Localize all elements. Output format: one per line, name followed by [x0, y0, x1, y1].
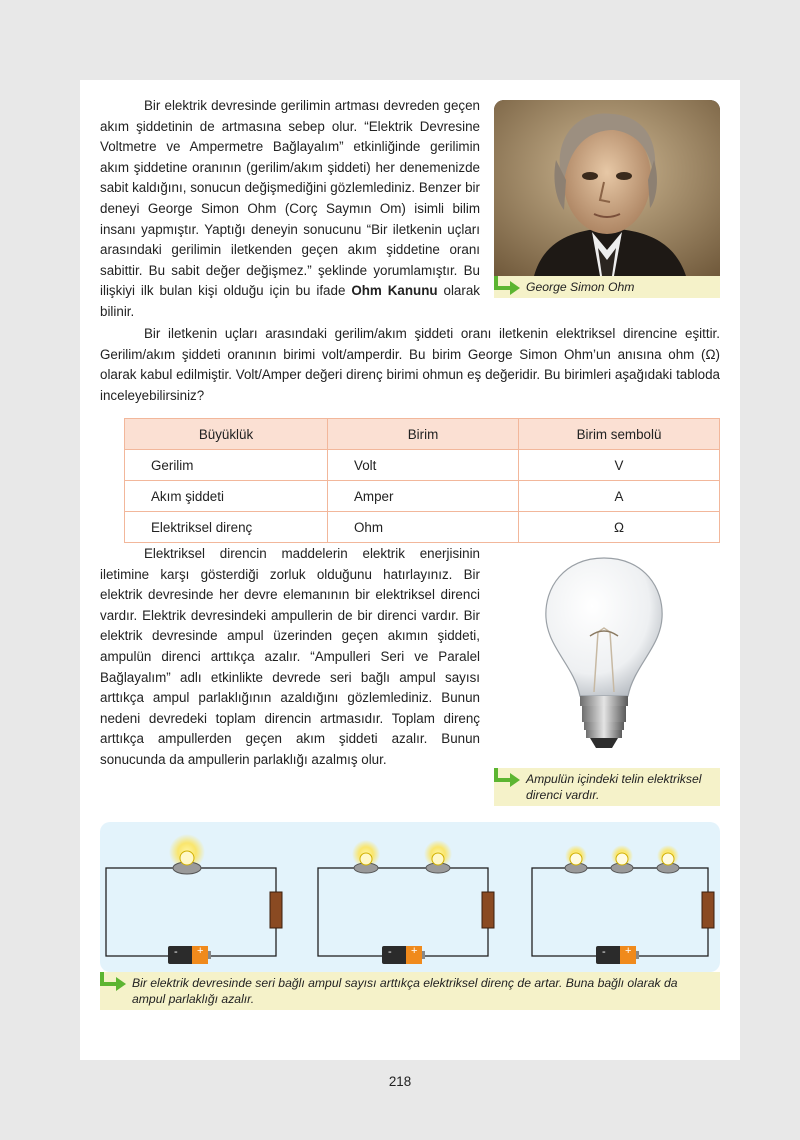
table-header-symbol: Birim sembolü [519, 419, 720, 450]
bulb-icon [432, 853, 444, 865]
portrait-caption-text: George Simon Ohm [526, 280, 635, 294]
battery-minus-label: - [388, 946, 392, 958]
battery-plus-label: + [411, 945, 418, 957]
table-cell: V [519, 450, 720, 481]
switch-icon [702, 892, 714, 928]
units-table [124, 418, 720, 543]
paragraph-ohm-unit: Bir iletkenin uçları arasındaki gerilim/akım şiddeti oranı iletkenin elektriksel direncine eşittir. Gerilim/akım şiddeti oranının birimi volt/amperdir. Bu birim George Simon Ohm’un anısına ohm (Ω) olarak kabul edilmiştir. Volt/Amper değeri direnç birimi ohmun eş değeridir. Bu birimleri aşağıdaki tabloda inceleyebilirsiniz? [100, 326, 720, 403]
ohm-law-term: Ohm Kanunu [351, 283, 438, 299]
bulb-icon [662, 853, 674, 865]
battery-plus-label: + [197, 945, 204, 957]
paragraph-ohm-intro-text: Bir elektrik devresinde gerilimin artması devreden geçen akım şiddetinin de artmasına sebep olur. “Elektrik Devresine Voltmetre ve Ampermetre Bağlayalım” etkinliğinde gerilimin akım şiddetine oranının (gerilim/akım şiddeti) her denemenizde sabit kaldığını, sonucun değişmediğini gözlemlediniz. Benzer bir deneyi George Simon Ohm (Corç Saymın Om) isimli bilim insanı yapmıştır. Yaptığı deneyin sonucunu “Bir iletkenin uçları arasındaki gerilimin iletkenden geçen akım şiddetine oranı sabittir. Bu sabit değer değişmez.” şeklinde yorumlamıştır. Bu ilişkiyi ilk bulan kişi olduğu için bu ifade [100, 98, 480, 299]
caption-arrow-icon [100, 972, 128, 994]
paragraph-ohm-intro-end: olarak bilinir. [100, 283, 480, 319]
table-cell: Ω [519, 512, 720, 543]
switch-icon [270, 892, 282, 928]
ohm-portrait [494, 100, 720, 276]
page [80, 80, 740, 1060]
table-row [125, 450, 720, 481]
table-cell: Elektriksel direnç [125, 512, 328, 543]
bulb-icon [180, 851, 194, 865]
table-row [125, 512, 720, 543]
paragraph-resistance: Elektriksel direncin maddelerin elektrik enerjisinin iletimine karşı gösterdiği zorluk olduğunu hatırlayınız. Bir elektrik devresinde her devre elemanının bir elektriksel direnci vardır. Elektrik devresindeki ampullerin de bir direnci vardır. Bir elektrik devresinde ampul üzerinden geçen akımın şiddeti, ampulün direnci arttıkça azalır. “Ampulleri Seri ve Paralel Bağlayalım” adlı etkinlikte devrede seri bağlı ampul sayısı arttıkça ampul parlaklığının azaldığını gözlemlediniz. Bunun nedeni devredeki toplam direncin artmasıdır. Toplam direnç arttıkça ampullerden geçen akım şiddeti azalır. Bunun sonucunda da ampullerin parlaklığı azalmış olur. [100, 546, 480, 767]
battery-plus-label: + [625, 945, 632, 957]
bulb-icon [570, 853, 582, 865]
bulb-icon [616, 853, 628, 865]
bulb-caption [494, 768, 720, 806]
table-header-row [125, 419, 720, 450]
ohm-portrait-image [494, 100, 720, 276]
portrait-caption [494, 276, 720, 298]
table-cell: A [519, 481, 720, 512]
switch-icon [482, 892, 494, 928]
table-cell: Volt [328, 450, 519, 481]
battery-minus-label: - [174, 946, 178, 958]
table-cell: Gerilim [125, 450, 328, 481]
paragraph-ohm-intro [100, 96, 480, 323]
circuit-three-bulbs [532, 845, 714, 964]
circuits-caption-text: Bir elektrik devresinde seri bağlı ampul sayısı arttıkça elektriksel direnç de artar. Buna bağlı olarak da ampul parlaklığı azalır. [132, 976, 678, 1006]
table-cell: Akım şiddeti [125, 481, 328, 512]
bulb-icon [360, 853, 372, 865]
bulb-caption-text: Ampulün içindeki telin elektriksel direnci vardır. [526, 772, 702, 802]
table-cell: Ohm [328, 512, 519, 543]
circuit-one-bulb [106, 834, 282, 964]
circuit-two-bulbs [318, 840, 494, 964]
light-bulb-illustration [534, 552, 674, 772]
table-header-quantity: Büyüklük [125, 419, 328, 450]
caption-arrow-icon [494, 276, 522, 298]
page-number: 218 [388, 1074, 412, 1089]
battery-minus-label: - [602, 946, 606, 958]
table-row [125, 481, 720, 512]
caption-arrow-icon [494, 768, 522, 790]
circuits-panel [100, 822, 720, 972]
circuits-caption [100, 972, 720, 1010]
table-cell: Amper [328, 481, 519, 512]
table-header-unit: Birim [328, 419, 519, 450]
